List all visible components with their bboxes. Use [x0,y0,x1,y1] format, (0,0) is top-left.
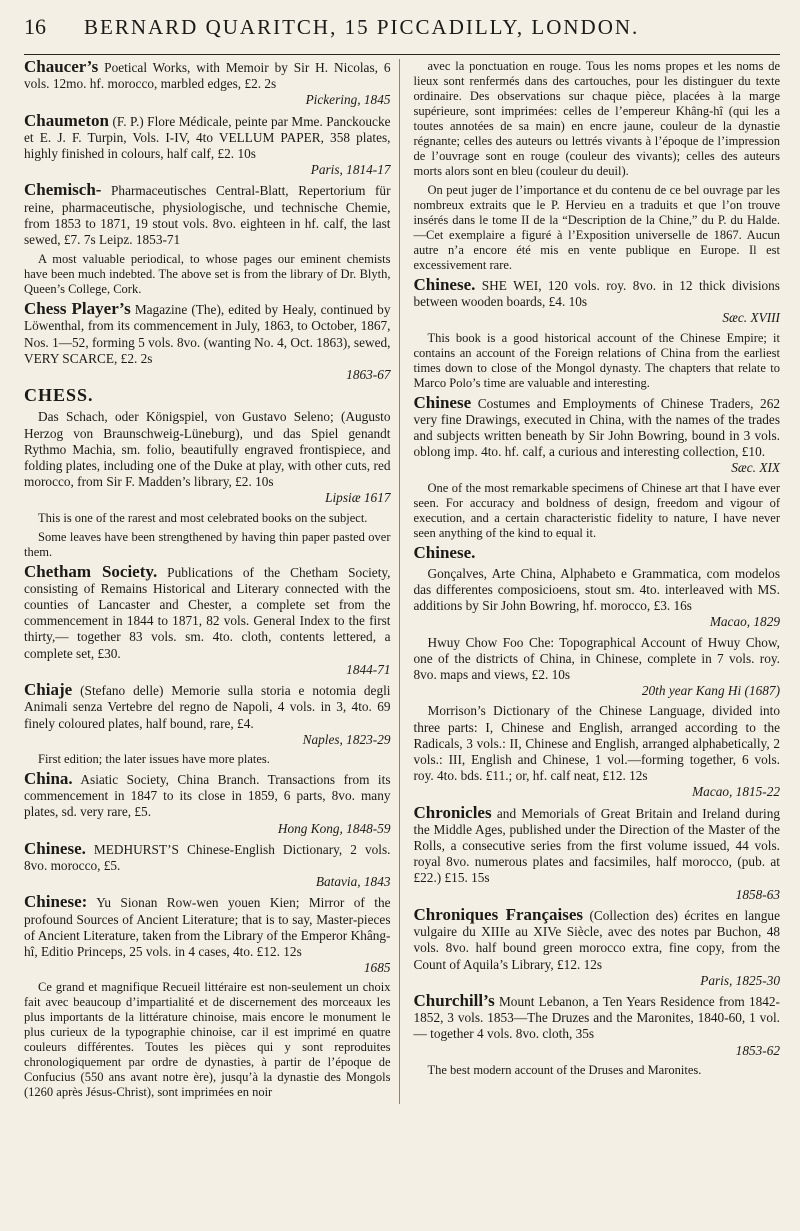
entry-imprint: Macao, 1829 [709,614,780,630]
entry-heading: Chess Player’s [24,299,131,319]
sub-entry-description: Hwuy Chow Foo Che: Topographical Account of Hwuy Chow, one of the districts of China, in Chinese, complete in 7 vols. roy. 8vo. maps and views, £2. 10s [413,634,780,683]
sub-entry-description: Morrison’s Dictionary of the Chinese Language, divided into three parts: I, Chinese and English, arranged according to the Radicals, 3 vols.: II, Chinese and English, arranged alphabetically, 2 vols.: III, English and Chinese, 1 vol.—forming together, 6 vols. roy. 4to. bds. £11.; or, hf. calf neat, £12. 12s [413,703,780,784]
entry-heading: Chaucer’s [24,57,99,76]
catalogue-entry [24,768,391,837]
catalogue-entry [24,182,391,248]
entry-description: and Memorials of Great Britain and Ireland during the Middle Ages, published under the Direction of the Master of the Rolls, a consecutive series from the first volume issued, 44 vols. royal 8vo. numerous plates and facsimiles, half morocco, (pub. at £22.) £15. 15s [413,805,780,886]
page-number: 16 [24,14,46,39]
entry-description: Yu Sionan Row-wen youen Kien; Mirror of the profound Sources of Ancient Literature; that is to say, Master-pieces of Ancient Literature, taken from the Library of the Emperor Khâng-hî, Editio Princeps, 25 vols. in 4 cases, 4to. £12. 12s [24,895,391,959]
entry-heading: Chinese [413,392,472,412]
entry-imprint: 1853-62 [735,1042,780,1058]
entry-heading: Churchill’s [413,990,495,1010]
entry-imprint: Batavia, 1843 [315,874,391,890]
catalogue-entry [413,392,781,477]
entry-heading: Chinese. [413,275,476,294]
catalogue-entry [24,59,391,109]
section-heading: CHESS. [24,385,94,406]
entry-description: (F. P.) Flore Médicale, peinte par Mme. Panckoucke et E. J. F. Turpin, Vols. I-IV, 4to VELLUM PAPER, 358 plates, highly finished in colours, half calf, £2. 10s [24,113,391,162]
entry-heading: Chroniques Françaises [413,904,584,924]
entry-imprint: Sæc. XIX [731,460,780,476]
entry-description: Poetical Works, with Memoir by Sir H. Nicolas, 6 vols. 12mo. hf. morocco, marbled edges, £2. 2s [24,60,391,92]
catalogue-entry [413,542,781,562]
catalogue-entry [24,110,391,179]
entry-imprint: 1844-71 [346,661,391,677]
entry-description: (Stefano delle) Memorie sulla storia e notomia degli Animali senza Vertebre del regno de Napoli, 4 vols. in 3, 4to. 69 finely coloured plates, half bound, rare, £4. [24,683,391,731]
catalogue-entry [24,838,391,891]
catalogue-note: Some leaves have been strengthened by having thin paper pasted over them. [24,529,391,559]
entry-heading: Chemisch- [24,180,102,200]
entry-imprint: Macao, 1815-22 [692,784,780,800]
entry-description: Mount Lebanon, a Ten Years Residence from 1842-1852, 3 vols. 1853—The Druzes and the Maronites, 1840-60, 1 vol.— together 4 vols. 8vo. cloth, 35s [413,993,780,1042]
entry-heading: Chinese: [24,892,88,912]
entry-imprint: Lipsiæ 1617 [325,490,391,506]
catalogue-entry [24,561,391,678]
entry-imprint: Naples, 1823-29 [302,731,391,747]
catalogue-entry [24,682,391,748]
sub-entry-description: Das Schach, oder Königspiel, von Gustavo Seleno; (Augusto Herzog von Braunschweig-Lüneburg), und das Spiel genandt Rythmo Machia, sm. folio, beautifully engraved frontispiece, and folding plates, including one of the Duke at play, with other cuts, red morocco, from Sir F. Madden’s library, £2. 10s [24,409,391,490]
entry-heading: Chiaje [24,680,73,700]
entry-description: Asiatic Society, China Branch. Transactions from its commencement in 1847 to its close in 1859, 6 parts, 8vo. many plates, sd. very rare, £5. [24,771,391,820]
entry-heading: Chinese. [413,542,476,562]
right-column [414,59,781,1104]
catalogue-entry [414,635,781,700]
entry-heading: China. [24,768,73,788]
catalogue-entry [414,277,781,327]
catalogue-entry [414,703,781,800]
catalogue-note: First edition; the later issues have more plates. [38,751,270,766]
entry-description: MEDHURST’S Chinese-English Dictionary, 2 vols. 8vo. morocco, £5. [24,841,391,873]
catalogue-note: This is one of the rarest and most celebrated books on the subject. [38,510,368,525]
catalogue-note: This book is a good historical account of the Chinese Empire; it contains an account of the Foreign relations of China from the earliest times down to close of the Mongol dynasty. The chapters that relate to Marco Polo’s time are valuable and interesting. [413,330,780,390]
catalogue-note: Ce grand et magnifique Recueil littéraire est non-seulement un choix fait avec beaucoup d’impartialité et de discernement des morceaux les plus importants de la littérature chinoise, mais encore le monument le plus curieux de la typographie chinoise, car il est imprimé en quatre couleurs différentes. Toutes les pièces qui y sont reproduites chronologiquement par ordre de dynasties, à partir de l’époque de Confucius (550 ans avant notre ère), jusqu’à la dynastie des Mongols (1260 après Jésus-Christ), sont imprimées en noir [24,980,391,1100]
two-column-body [24,59,780,1104]
left-column [24,59,400,1104]
entry-heading: Chetham Society. [24,561,158,581]
catalogue-entry [413,990,781,1059]
catalogue-entry [414,566,781,631]
entry-imprint: Paris, 1814-17 [310,162,391,178]
entry-description: Magazine (The), edited by Healy, continued by Löwenthal, from its commencement in July, 1863, to October, 1867, Nos. 1—52, forming 5 vols. 8vo. (wanting No. 4, Oct. 1863), sewed, VERY SCARCE, £2. 2s [24,302,391,366]
entry-description: Costumes and Employments of Chinese Traders, 262 very fine Drawings, executed in China, with the names of the trades and subjects written beneath by Sir John Bowring, bound in 3 vols. oblong imp. 4to. hf. calf, a curious and interesting collection, £10. [413,395,780,460]
catalogue-note: One of the most remarkable specimens of Chinese art that I have ever seen. For accuracy and boldness of design, freedom and vigour of execution, and a certain characteristic fidelity to nature, I have never seen anything of the kind to equal it. [413,480,780,540]
entry-imprint: Pickering, 1845 [305,92,391,108]
entry-imprint: 20th year Kang Hi (1687) [641,683,780,699]
catalogue-entry [413,802,781,903]
entry-imprint: Paris, 1825-30 [700,972,780,988]
catalogue-entry [24,894,391,976]
entry-description: Publications of the Chetham Society, consisting of Remains Historical and Literary connected with the counties of Lancaster and Chester, a complete set from the commencement in 1844 to 1871, 82 vols. General Index to the first thirty,— together 83 vols. sm. 4to. cloth, contents lettered, a complete set, £30. [24,564,391,661]
catalogue-entry [413,904,781,989]
entry-imprint: Hong Kong, 1848-59 [277,820,391,836]
running-title: BERNARD QUARITCH, 15 PICCADILLY, LONDON. [84,15,640,39]
entry-heading: Chinese. [24,838,86,858]
catalogue-note: The best modern account of the Druses and Maronites. [427,1062,702,1077]
entry-heading: Chronicles [413,802,492,822]
entry-description: (Collection des) écrites en langue vulgaire du XIIIe au XIVe Siècle, avec des notes par Buchon, 48 vols. 8vo. half bound green morocco extra, fine copy, from the Count of Aquila’s Library, £12. 12s [413,907,780,972]
entry-imprint: 1863-67 [346,367,391,383]
sub-entry-description: Gonçalves, Arte China, Alphabeto e Grammatica, com modelos das differentes composicioens, stout sm. 4to. interleaved with MS. additions by Sir John Bowring, hf. morocco, £3. 16s [413,565,780,614]
page-header [24,14,780,55]
entry-heading: Chaumeton [24,110,110,130]
catalogue-note: On peut juger de l’importance et du contenu de ce bel ouvrage par les nombreux extraits que le P. Hervieu en a traduits et que l’on trouve insérés dans le tome II de la “Description de la Chine,” du P. du Halde.—Cet exemplaire a figuré à l’Exposition universelle de 1867. Aucun autre n’a encore été mis en vente publique en Europe. Il est excessivement rare. [413,183,780,272]
entry-description: Pharmaceutisches Central-Blatt, Repertorium für reine, pharmaceutische, physiologische, und technische Chemie, from 1853 to 1871, 19 stout vols. 8vo. eighteen in hf. calf, the last sewed, £7. 7s Leipz. 1853-71 [24,183,391,248]
entry-imprint: 1858-63 [735,886,780,902]
entry-imprint: Sæc. XVIII [722,310,780,326]
catalogue-note: A most valuable periodical, to whose pages our eminent chemists have been much indebted. The above set is from the library of Dr. Blyth, Queen’s College, Cork. [24,252,391,297]
entry-description: SHE WEI, 120 vols. roy. 8vo. in 12 thick divisions between wooden boards, £4. 10s [413,278,780,310]
catalogue-entry [24,301,391,383]
entry-imprint: 1685 [363,960,391,976]
catalogue-entry [24,409,391,506]
catalogue-note: avec la ponctuation en rouge. Tous les noms propes et les noms de lieux sont renfermés dans des cartouches, pour les distinguer du texte ordinaire. Des observations sur chaque pièce, placées à la marge supérieure, sont imprimées: celles de l’empereur Khâng-hî (qui les a toutes annotées de sa main) en encre jaune, couleur de la dynastie régnante; celles des auteurs ou lettrés vivants à l’époque de l’impression de l’ouvrage sont en rouge (couleur des vivants); celles des auteurs morts alors sont en bleu (couleur du deuil). [413,59,780,178]
